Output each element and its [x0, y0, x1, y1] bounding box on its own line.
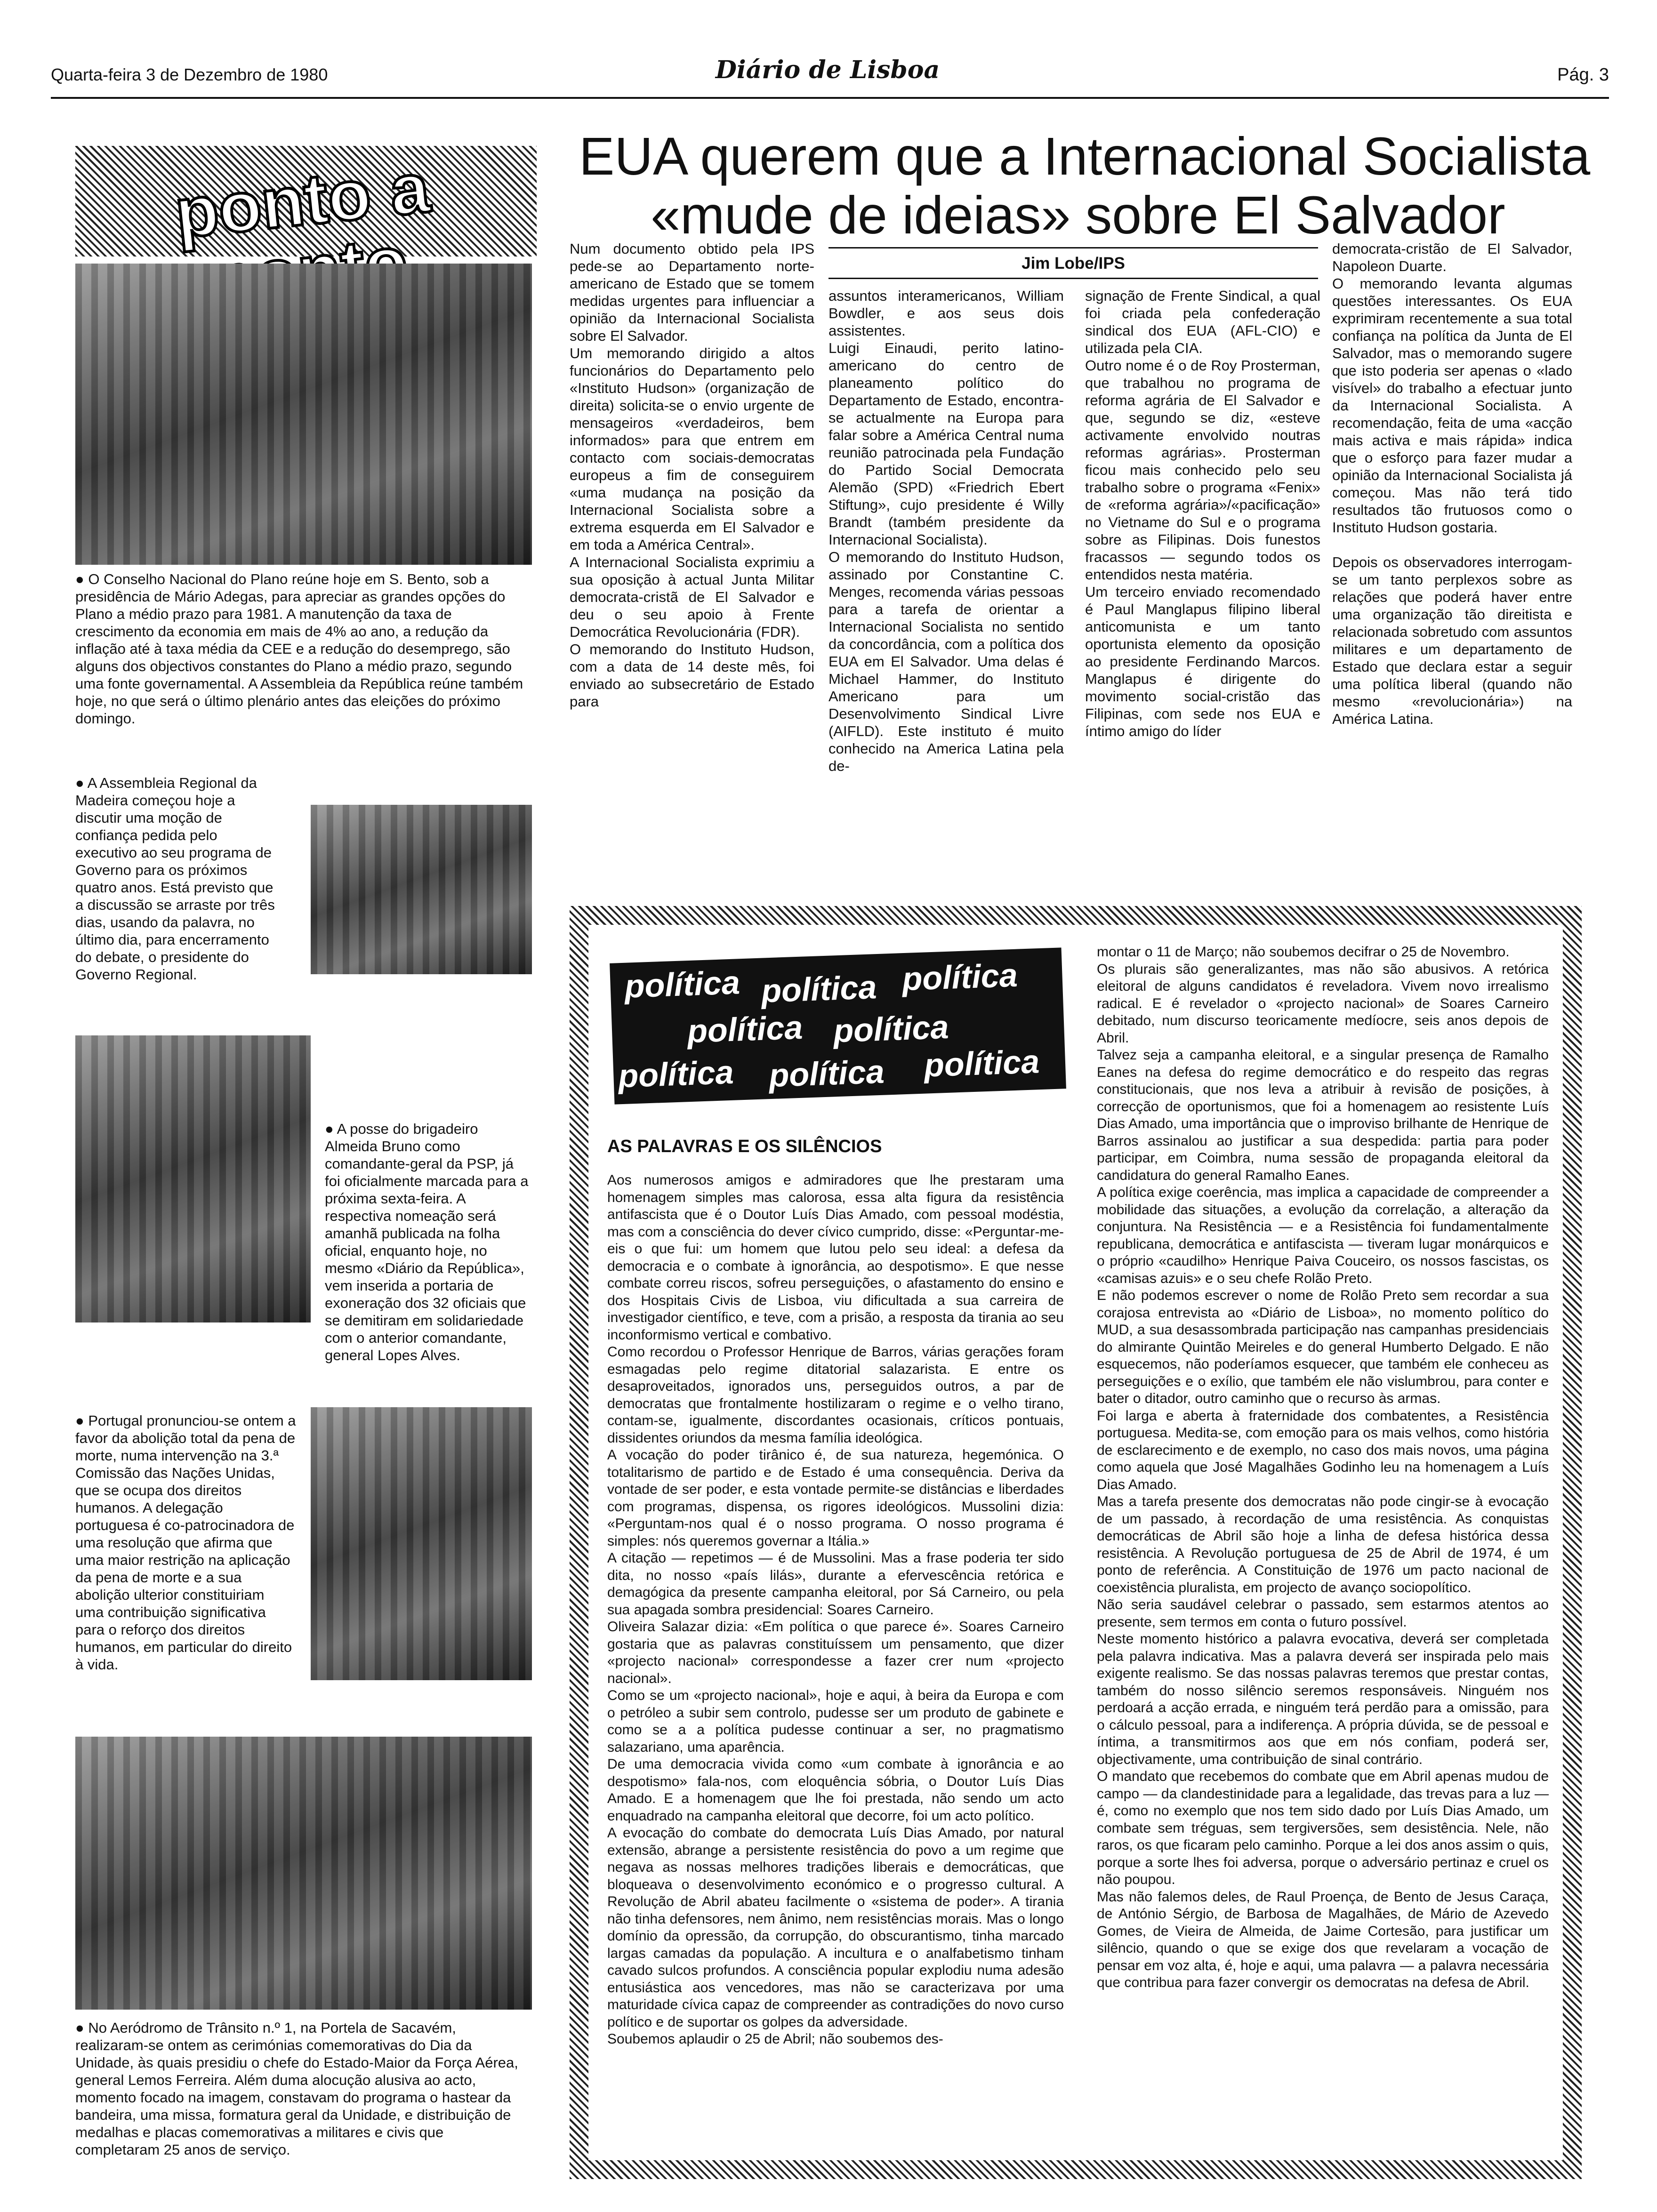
- politica-logo-text: política: [901, 956, 1018, 998]
- photo-madeira-landscape: [311, 805, 532, 974]
- politica-logo: [610, 947, 1066, 1104]
- byline-rule: [828, 247, 1318, 248]
- masthead-logo: Diário de Lisboa: [715, 56, 940, 84]
- editorial-frame: [570, 906, 1582, 2179]
- photo-almeida-bruno-portrait: [75, 1035, 311, 1322]
- politica-logo-text: política: [923, 1043, 1040, 1084]
- issue-date: Quarta-feira 3 de Dezembro de 1980: [51, 65, 328, 84]
- politica-logo-text: política: [832, 1008, 949, 1050]
- sidebar-item: ● O Conselho Nacional do Plano reúne hoje em S. Bento, sob a presidência de Mário Adegas, para apreciar as grandes opções do Plano a médio prazo para 1981. A manutenção da taxa de crescimento da economia em mais de 4% ao ano, a redução da inflação até à taxa média da CEE e a redução do desemprego, são alguns dos objectivos constantes do Plano a médio prazo, segundo uma fonte governamental. A Assembleia da República reúne também hoje, no que será o último plenário antes das eleições do próximo domingo.: [75, 571, 523, 727]
- article-headline: «mude de ideias» sobre El Salvador: [651, 185, 1505, 245]
- sidebar-item: ● Portugal pronunciou-se ontem a favor da abolição total da pena de morte, numa intervenção na 3.ª Comissão das Nações Unidas, que se ocupa dos direitos humanos. A delegação portuguesa é co-patrocinadora de uma resolução que afirma que uma maior restrição na aplicação da pena de morte e a sua abolição ulterior constituiriam uma contribuição significativa para o reforço dos direitos humanos, em particular do direito à vida.: [75, 1412, 296, 1673]
- politica-logo-text: política: [760, 969, 877, 1010]
- politica-logo-text: política: [624, 964, 741, 1005]
- sidebar-item: ● A posse do brigadeiro Almeida Bruno como comandante-geral da PSP, já foi oficialmente marcada para a próxima sexta-feira. A respectiva nomeação será amanhã publicada na folha oficial, enquanto hoje, no mesmo «Diário da República», vem inserida a portaria de exoneração dos 32 oficiais que se demitiram em solidariedade com o anterior comandante, general Lopes Alves.: [325, 1121, 529, 1363]
- photo-air-force-ceremony: [75, 1737, 532, 2010]
- ponto-a-ponto-banner: [75, 146, 537, 256]
- article-column: Num documento obtido pela IPS pede-se ao Departamento norte-americano de Estado que se tomem medidas urgentes para influenciar a opinião da Internacional Socialista sobre El Salvador. Um memorando dirigido a altos funcionários do Departamento pelo «Instituto Hudson» (organização de direita) solicita-se o envio urgente de mensageiros «verdadeiros, bem informados» para que entrem em contacto com sociais-democratas europeus a fim de conseguirem «uma mudança na posição da Internacional Socialista sobre a extrema esquerda em El Salvador e em toda a América Central». A Internacional Socialista exprimiu a sua oposição à actual Junta Militar democrata-cristã de El Salvador e deu o seu apoio à Frente Democrática Revolucionária (FDR). O memorando do Instituto Hudson, com a data de 14 deste mês, foi enviado ao subsecretário de Estado para: [570, 240, 814, 710]
- photo-united-nations-session: [311, 1407, 532, 1680]
- article-column: democrata-cristão de El Salvador, Napoleon Duarte. O memorando levanta algumas questões interessantes. Os EUA exprimiram recentemente a sua total confiança na política da Junta de El Salvador, mas o memorando sugere que isto poderia ser apenas o «lado visível» do trabalho a efectuar junto da Internacional Socialista. A recomendação, feita de uma «acção mais activa e mais rápida» indica que o esforço para fazer mudar a opinião da Internacional Socialista já começou. Mas não terá tido resultados tão frutuosos como o Instituto Hudson gostaria. Depois os observadores interrogam-se um tanto perplexos sobre as relações que poderá haver entre uma organização tão direitista e relacionada sobretudo com assuntos militares e um departamento de Estado que declara estar a seguir uma política liberal (quando não mesmo «revolucionária») na América Latina.: [1332, 240, 1572, 727]
- page-header: [51, 56, 1609, 93]
- article-column: signação de Frente Sindical, a qual foi criada pela confederação sindical dos EUA (AFL-CIO) e utilizada pela CIA. Outro nome é o de Roy Prosterman, que trabalhou no programa de reforma agrária de El Salvador e que, segundo se diz, «esteve activamente envolvido noutras reformas agrárias». Prosterman ficou mais conhecido pelo seu trabalho sobre o programa «Fenix» de «reforma agrária»/«pacificação» no Vietname do Sul e o programa sobre as Filipinas. Dois funestos fracassos — segundo todos os entendidos nesta matéria. Um terceiro enviado recomendado é Paul Manglapus filipino liberal anticomunista e um tanto oportunista elemento da oposição ao presidente Ferdinando Marcos. Manglapus é dirigente do movimento social-cristão das Filipinas, com sede nos EUA e íntimo amigo do líder: [1085, 288, 1320, 739]
- editorial-column: montar o 11 de Março; não soubemos decifrar o 25 de Novembro. Os plurais são generalizantes, mas não são abusivos. A retórica eleitoral de alguns candidatos é reveladora. Vivem novo irrealismo radical. E é revelador o «projecto nacional» de Soares Carneiro debitado, num discurso teoricamente medíocre, seis anos depois de Abril. Talvez seja a campanha eleitoral, e a singular presença de Ramalho Eanes na defesa do regime democrático e do respeito das regras constitucionais, que nos leva a atribuir à revisão de posições, à correcção de oportunismos, que foi a homenagem ao resistente Luís Dias Amado, uma importância que o improviso brilhante de Henrique de Barros assinalou ao justificar a sua despedida: partia para poder participar, em Coimbra, numa sessão de propaganda eleitoral da candidatura do general Ramalho Eanes. A política exige coerência, mas implica a capacidade de compreender a mobilidade das situações, a evolução da correlação, a alteração da conjuntura. Na Resistência — e a Resistência foi fundamentalmente republicana, democrática e antifascista — tiveram lugar monárquicos e o próprio «caudilho» Henrique Paiva Couceiro, os nossos fascistas, os «camisas azuis» e o seu chefe Rolão Preto. E não podemos escrever o nome de Rolão Preto sem recordar a sua corajosa entrevista ao «Diário de Lisboa», no momento político do MUD, a sua desassombrada participação nas campanhas presidenciais do almirante Quintão Meireles e do general Humberto Delgado. E não esquecemos, não poderíamos esquecer, que também ele conheceu as perseguições e o exílio, que também ele não vislumbrou, para conter e bater o ditador, outro caminho que o recurso às armas. Foi larga e aberta à fraternidade dos combatentes, a Resistência portuguesa. Medita-se, com emoção para os mais velhos, como história de esclarecimento e de exemplo, no caso dos mais novos, uma página como aquela que José Magalhães Godinho leu na homenagem a Luís Dias Amado. Mas a tarefa presente dos democratas não pode cingir-se à evocação de um passado, à recordação de uma resistência. As conquistas democráticas de Abril são hoje a linha de defesa histórica dessa resistência. A Revolução portuguesa de 25 de Abril de 1974, é um ponto de referência. A Constituição de 1976 um pacto nacional de coexistência pluralista, em projecto de avanço sociopolítico. Não seria saudável celebrar o passado, sem estarmos atentos ao presente, sem termos em conta o futuro possível. Neste momento histórico a palavra evocativa, deverá ser completada pela palavra indicativa. Mas a palavra deverá ser inspirada pelo mais exigente realismo. Se das nossas palavras teremos que prestar contas, também do nosso silêncio seremos responsáveis. Ninguém nos perdoará a acção errada, e ninguém terá perdão para a omissão, para o cálculo pessoal, para a indiferença. A própria dúvida, se de pessoal e íntima, a transmitirmos aos que em nós confiam, poderá ser, objectivamente, uma contribuição de sinal contrário. O mandato que recebemos do combate que em Abril apenas mudou de campo — da clandestinidade para a legalidade, das trevas para a luz — é, como no exemplo que nos tem sido dado por Luís Dias Amado, um combate sem tréguas, sem tergiversões, sem desistência. Nele, não raros, os que ficaram pelo caminho. Porque a lei dos anos assim o quis, porque a sorte lhes foi adversa, porque o adversário pertinaz e cruel os não poupou. Mas não falemos deles, de Raul Proença, de Bento de Jesus Caraça, de António Sérgio, de Barbosa de Magalhães, de Mário de Azevedo Gomes, de Vieira de Almeida, de Jaime Cortesão, para justificar um silêncio, quando o que se exige dos que revelaram a vocação de pensar em voz alta, é, hoje e aqui, uma palavra — a palavra necessária que contribua para fazer convergir os democratas na defesa de Abril.: [1097, 944, 1549, 1990]
- article-headline: EUA querem que a Internacional Socialista: [579, 127, 1591, 186]
- sidebar-item: ● A Assembleia Regional da Madeira começou hoje a discutir uma moção de confiança pedida pelo executivo ao seu programa de Governo para os próximos quatro anos. Está previsto que a discussão se arraste por três dias, usando da palavra, no último dia, para encerramento do debate, o presidente do Governo Regional.: [75, 775, 275, 983]
- politica-logo-text: política: [686, 1009, 804, 1050]
- byline-rule: [828, 278, 1318, 279]
- photo-sao-bento-palace: [75, 264, 532, 565]
- editorial-column: Aos numerosos amigos e admiradores que lhe prestaram uma homenagem simples mas calorosa, essa alta figura da resistência antifascista que é o Doutor Luís Dias Amado, com pessoal modéstia, mas com a consciência do dever cívico cumprido, disse: «Perguntar-me-eis o que fui: um homem que lutou pelo seu ideal: a defesa da democracia e o combate à ignorância, ao despotismo». E que nesse combate correu riscos, sofreu perseguições, o afastamento do ensino e dos Hospitais Civis de Lisboa, viu dificultada a sua carreira de investigador científico, e teve, com a prisão, a resposta da tirania ao seu inconformismo vertical e combativo. Como recordou o Professor Henrique de Barros, várias gerações foram esmagadas pelo regime ditatorial salazarista. E entre os desaproveitados, ignorados uns, perseguidos outros, a par de democratas que frontalmente hostilizaram o regime e o velho tirano, contam-se, igualmente, discordantes ocasionais, críticos pontuais, dissidentes oriundos da mesma família ideológica. A vocação do poder tirânico é, de sua natureza, hegemónica. O totalitarismo de partido e de Estado é uma consequência. Deriva da vontade de ser poder, e esta vontade permite-se distâncias e liberdades com programas, dispensa, os rigores ideológicos. Mussolini dizia: «Perguntam-nos qual é o nosso programa. O nosso programa é simples: nós queremos governar a Itália.» A citação — repetimos — é de Mussolini. Mas a frase poderia ter sido dita, no nosso «país lilás», durante a efervescência retórica e demagógica da presente campanha eleitoral, por Sá Carneiro, ou pela sua apagada sombra presidencial: Soares Carneiro. Oliveira Salazar dizia: «Em política o que parece é». Soares Carneiro gostaria que as palavras constituíssem um pensamento, que dizer «projecto nacional» correspondesse a fazer crer num «projecto nacional». Como se um «projecto nacional», hoje e aqui, à beira da Europa e com o petróleo a subir sem controlo, pudesse ser um produto de gabinete e como se a a política pudesse continuar a ser, no pragmatismo salazariano, uma aparência. De uma democracia vivida como «um combate à ignorância e ao despotismo» fala-nos, com eloquência sóbria, o Doutor Luís Dias Amado. E a homenagem que lhe foi prestada, não sendo um acto enquadrado na campanha eleitoral que decorre, foi um acto político. A evocação do combate do democrata Luís Dias Amado, por natural extensão, abrange a persistente resistência do povo a um regime que negava as nossas melhores tradições liberais e democráticas, que bloqueava o desenvolvimento económico e o progresso cultural. A Revolução de Abril abateu facilmente o «sistema de poder». A tirania não tinha defensores, nem ânimo, nem resistências morais. Mas o longo domínio da opressão, da corrupção, do obscurantismo, tinha marcado largas camadas da população. A incultura e o analfabetismo tinham cavado sulcos profundos. A consciência popular explodiu numa adesão entusiástica aos vencedores, mas não se caracterizava por uma maturidade cívica capaz de compreender as contradições do novo curso político e de suportar os golpes da adversidade. Soubemos aplaudir o 25 de Abril; não soubemos des-: [607, 1172, 1064, 2047]
- article-column: assuntos interamericanos, William Bowdler, e aos seus dois assistentes. Luigi Einaudi, perito latino-americano do centro de planeamento político do Departamento de Estado, encontra-se actualmente na Europa para falar sobre a América Central numa reunião patrocinada pela Fundação do Partido Social Democrata Alemão (SPD) «Friedrich Ebert Stiftung», cujo presidente é Willy Brandt (também presidente da Internacional Socialista). O memorando do Instituto Hudson, assinado por Constantine C. Menges, recomenda várias pessoas para a tarefa de orientar a Internacional Socialista no sentido da concordância, com a política dos EUA em El Salvador. Uma delas é Michael Hammer, do Instituto Americano para um Desenvolvimento Sindical Livre (AIFLD). Este instituto é muito conhecido na America Latina pela de-: [828, 288, 1064, 774]
- article-byline: Jim Lobe/IPS: [1022, 254, 1125, 272]
- editorial-title: AS PALAVRAS E OS SILÊNCIOS: [607, 1137, 882, 1156]
- header-rule: [51, 97, 1609, 99]
- page-number: Pág. 3: [1557, 65, 1609, 85]
- politica-logo-text: política: [618, 1053, 734, 1095]
- politica-logo-text: política: [768, 1053, 885, 1094]
- banner-title: ponto a: [171, 147, 434, 253]
- editorial-body: [588, 925, 1563, 2160]
- sidebar-item: ● No Aeródromo de Trânsito n.º 1, na Portela de Sacavém, realizaram-se ontem as cerimónias comemorativas do Dia da Unidade, às quais presidiu o chefe do Estado-Maior da Força Aérea, general Lemos Ferreira. Além duma alocução alusiva ao acto, momento focado na imagem, constavam do programa o hastear da bandeira, uma missa, formatura geral da Unidade, e distribuição de medalhas e placas comemorativas a militares e civis que completaram 25 anos de serviço.: [75, 2020, 518, 2158]
